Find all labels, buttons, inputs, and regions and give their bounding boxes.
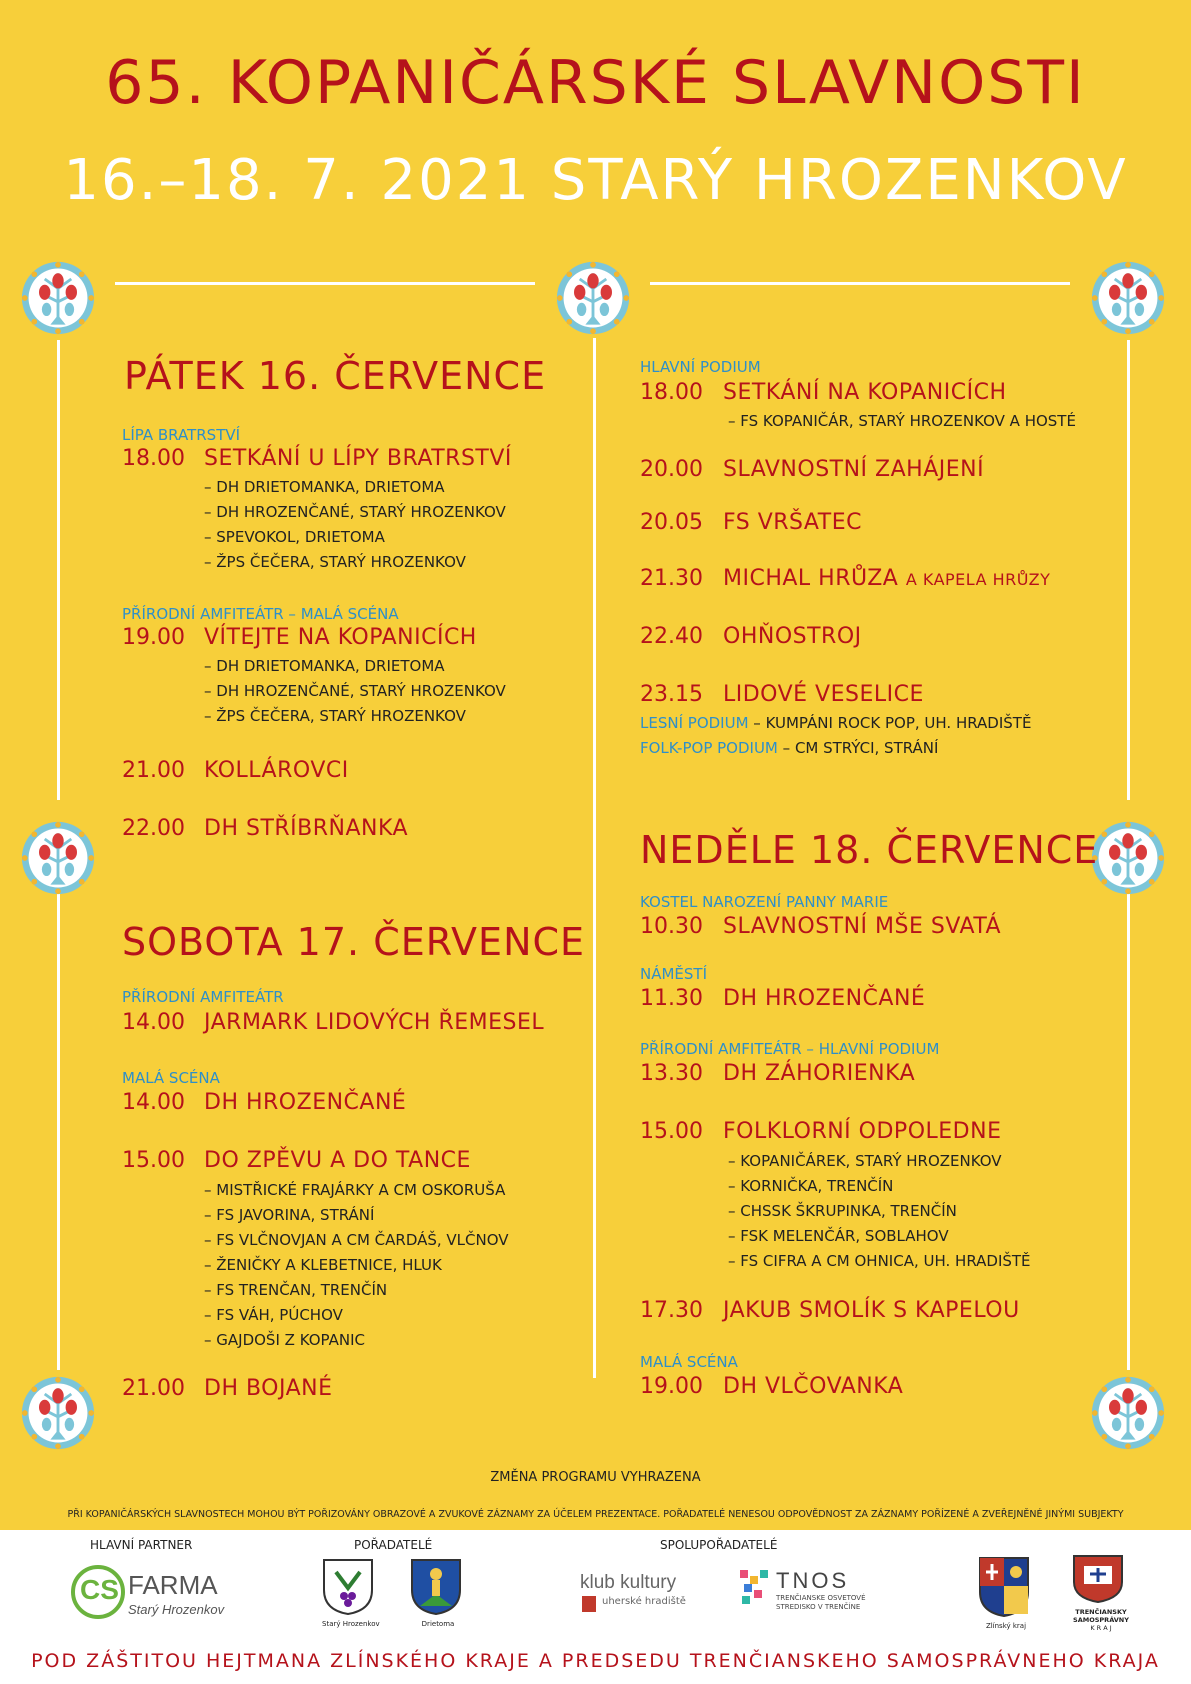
program-change-note: ZMĚNA PROGRAMU VYHRAZENA <box>490 1470 701 1485</box>
event-title: DH HROZENČANÉ <box>204 1090 407 1115</box>
tsk-line1: TRENČIANSKY <box>1075 1608 1127 1616</box>
performer: – MISTŘICKÉ FRAJÁRKY A CM OSKORUŠA <box>204 1181 506 1199</box>
folk-ornament-icon <box>20 1375 96 1451</box>
stage-line <box>640 714 1031 732</box>
event-title: SETKÁNÍ U LÍPY BRATRSTVÍ <box>204 446 512 471</box>
event-title: JARMARK LIDOVÝCH ŘEMESEL <box>204 1010 545 1035</box>
performer: – CM STRÝCI, STRÁNÍ <box>782 739 939 757</box>
frame-right-lower <box>1127 888 1130 1370</box>
folk-ornament-icon <box>1090 1375 1166 1451</box>
performer: – DH DRIETOMANKA, DRIETOMA <box>204 657 445 675</box>
event-title: OHŇOSTROJ <box>723 624 862 649</box>
stary-hrozenkov-crest[interactable] <box>322 1558 378 1628</box>
event-time: 21.30 <box>640 566 703 591</box>
event-title: LIDOVÉ VESELICE <box>723 682 924 707</box>
event-time: 18.00 <box>122 446 185 471</box>
event-title: SETKÁNÍ NA KOPANICÍCH <box>723 380 1007 405</box>
tnos-name: TNOS <box>776 1568 850 1593</box>
frame-right-upper <box>1127 340 1130 800</box>
event-time: 11.30 <box>640 986 703 1011</box>
saturday-heading: SOBOTA 17. ČERVENCE <box>122 920 586 964</box>
footer <box>0 1530 1191 1684</box>
venue-label: NÁMĚSTÍ <box>640 965 708 983</box>
event-title: DH ZÁHORIENKA <box>723 1061 916 1086</box>
folk-ornament-icon <box>20 260 96 336</box>
event-suffix: A KAPELA HRŮZY <box>905 570 1051 589</box>
venue-label: LESNÍ PODIUM <box>640 714 749 732</box>
crest-icon <box>322 1558 374 1616</box>
event-time: 19.00 <box>122 625 185 650</box>
venue-label: MALÁ SCÉNA <box>640 1353 738 1371</box>
performer: – FS KOPANIČÁR, STARÝ HROZENKOV A HOSTÉ <box>728 412 1076 430</box>
performer: – FS TRENČAN, TRENČÍN <box>204 1281 388 1299</box>
performer: – KUMPÁNI ROCK POP, UH. HRADIŠTĚ <box>753 714 1032 732</box>
coorganizers-label: SPOLUPOŘADATELÉ <box>660 1538 778 1552</box>
event-title: DH HROZENČANÉ <box>723 986 926 1011</box>
event-title: JAKUB SMOLÍK S KAPELOU <box>723 1298 1020 1323</box>
top-rule-left <box>115 282 535 285</box>
venue-label: LÍPA BRATRSTVÍ <box>122 426 241 444</box>
performer: – FS VLČNOVJAN A CM ČARDÁŠ, VLČNOV <box>204 1231 509 1249</box>
event-time: 10.30 <box>640 914 703 939</box>
event-time: 13.30 <box>640 1061 703 1086</box>
performer: – DH HROZENČANÉ, STARÝ HROZENKOV <box>204 682 506 700</box>
event-time: 22.00 <box>122 816 185 841</box>
event-title: SLAVNOSTNÍ ZAHÁJENÍ <box>723 457 985 482</box>
event-time: 23.15 <box>640 682 703 707</box>
poster-title: 65. KOPANIČÁRSKÉ SLAVNOSTI <box>105 48 1086 118</box>
event-time: 15.00 <box>122 1148 185 1173</box>
event-time: 19.00 <box>640 1374 703 1399</box>
poster-subtitle: 16.–18. 7. 2021 STARÝ HROZENKOV <box>63 148 1128 213</box>
event-title: DO ZPĚVU A DO TANCE <box>204 1148 471 1173</box>
event-time: 14.00 <box>122 1010 185 1035</box>
folk-ornament-icon <box>555 260 631 336</box>
stage-line <box>640 739 938 757</box>
event-time: 21.00 <box>122 1376 185 1401</box>
venue-label: PŘÍRODNÍ AMFITEÁTR – HLAVNÍ PODIUM <box>640 1040 940 1058</box>
klub-mark-icon <box>582 1596 596 1612</box>
crest-icon <box>1072 1554 1124 1604</box>
performer: – CHSSK ŠKRUPINKA, TRENČÍN <box>728 1202 957 1220</box>
organizers-label: POŘADATELÉ <box>354 1538 433 1552</box>
venue-label: PŘÍRODNÍ AMFITEÁTR – MALÁ SCÉNA <box>122 605 399 623</box>
klub-kultury-logo[interactable] <box>580 1572 720 1607</box>
drietoma-crest[interactable] <box>410 1558 466 1628</box>
cs-initials: CS <box>80 1574 119 1605</box>
venue-label: PŘÍRODNÍ AMFITEÁTR <box>122 988 284 1006</box>
performer: – FS VÁH, PÚCHOV <box>204 1306 343 1324</box>
performer: – SPEVOKOL, DRIETOMA <box>204 528 385 546</box>
sunday-heading: NEDĚLE 18. ČERVENCE <box>640 828 1099 872</box>
event-title: FS VRŠATEC <box>723 510 862 535</box>
venue-label: HLAVNÍ PODIUM <box>640 358 761 376</box>
zlinsky-kraj-crest[interactable] <box>978 1556 1034 1630</box>
performer: – FS JAVORINA, STRÁNÍ <box>204 1206 375 1224</box>
event-time: 22.40 <box>640 624 703 649</box>
patronage-line: POD ZÁŠTITOU HEJTMANA ZLÍNSKÉHO KRAJE A PREDSEDU TRENČIANSKEHO SAMOSPRÁVNEHO KRAJA <box>31 1650 1160 1672</box>
frame-center <box>593 338 596 1378</box>
event-time: 18.00 <box>640 380 703 405</box>
farma-sub: Starý Hrozenkov <box>128 1602 225 1617</box>
event-title: FOLKLORNÍ ODPOLEDNE <box>723 1119 1002 1144</box>
tsk-line3: K R A J <box>1090 1624 1112 1632</box>
tnos-sub2: STREDISKO V TRENČÍNE <box>776 1603 861 1611</box>
event-time: 20.05 <box>640 510 703 535</box>
event-title: SLAVNOSTNÍ MŠE SVATÁ <box>723 914 1002 939</box>
folk-ornament-icon <box>20 820 96 896</box>
event-title: KOLLÁROVCI <box>204 758 349 783</box>
event-title: DH BOJANÉ <box>204 1376 333 1401</box>
crest-caption: Starý Hrozenkov <box>322 1620 380 1628</box>
farma-brand: FARMA <box>128 1570 218 1600</box>
performer: – GAJDOŠI Z KOPANIC <box>204 1331 365 1349</box>
performer: – FS CIFRA A CM OHNICA, UH. HRADIŠTĚ <box>728 1252 1031 1270</box>
partner-label: HLAVNÍ PARTNER <box>90 1538 193 1552</box>
tsk-crest[interactable] <box>1072 1554 1130 1632</box>
crest-caption: Zlínský kraj <box>985 1622 1027 1630</box>
tnos-mark-icon <box>740 1570 770 1606</box>
frame-left-lower <box>57 888 60 1370</box>
cs-farma-logo[interactable] <box>70 1562 230 1622</box>
performer: – ŽPS ČEČERA, STARÝ HROZENKOV <box>204 707 466 725</box>
folk-ornament-icon <box>1090 260 1166 336</box>
performer: – FSK MELENČÁR, SOBLAHOV <box>728 1227 949 1245</box>
event-time: 14.00 <box>122 1090 185 1115</box>
event-time: 20.00 <box>640 457 703 482</box>
friday-heading: PÁTEK 16. ČERVENCE <box>124 354 547 398</box>
tnos-sub1: TRENČIANSKE OSVETOVÉ <box>776 1594 866 1602</box>
klub-name: klub kultury <box>580 1572 677 1593</box>
performer: – DH DRIETOMANKA, DRIETOMA <box>204 478 445 496</box>
performer: – ŽPS ČEČERA, STARÝ HROZENKOV <box>204 553 466 571</box>
crest-icon <box>978 1556 1030 1618</box>
frame-left-upper <box>57 340 60 800</box>
event-title: DH STŘÍBRŇANKA <box>204 816 409 841</box>
performer: – DH HROZENČANÉ, STARÝ HROZENKOV <box>204 503 506 521</box>
crest-caption: Drietoma <box>421 1620 455 1628</box>
event-title: DH VLČOVANKA <box>723 1374 904 1399</box>
event-title: VÍTEJTE NA KOPANICÍCH <box>204 625 477 650</box>
venue-label: MALÁ SCÉNA <box>122 1069 220 1087</box>
event-time: 21.00 <box>122 758 185 783</box>
crest-icon <box>410 1558 462 1616</box>
event-time: 17.30 <box>640 1298 703 1323</box>
performer: – KORNIČKA, TRENČÍN <box>728 1177 894 1195</box>
event-title <box>723 566 1050 591</box>
klub-sub: uherské hradiště <box>602 1596 686 1607</box>
venue-label: FOLK-POP PODIUM <box>640 739 778 757</box>
venue-label: KOSTEL NAROZENÍ PANNY MARIE <box>640 893 889 911</box>
folk-ornament-icon <box>1090 820 1166 896</box>
performer: – ŽENIČKY A KLEBETNICE, HLUK <box>204 1256 442 1274</box>
performer: – KOPANIČÁREK, STARÝ HROZENKOV <box>728 1152 1002 1170</box>
tsk-line2: SAMOSPRÁVNY <box>1073 1616 1129 1624</box>
event-time: 15.00 <box>640 1119 703 1144</box>
recording-disclaimer: PŘI KOPANIČÁRSKÝCH SLAVNOSTECH MOHOU BÝT POŘIZOVÁNY OBRAZOVÉ A ZVUKOVÉ ZÁZNAMY ZA ÚČELEM PREZENTACE. POŘADATELÉ NENESOU ODPOVĚDNOST ZA ZÁZNAMY POŘÍZENÉ A ZVEŘEJNĚNÉ JINÝMI SUBJEKTY <box>67 1509 1124 1520</box>
top-rule-right <box>650 282 1070 285</box>
event-name: MICHAL HRŮZA <box>723 566 899 591</box>
